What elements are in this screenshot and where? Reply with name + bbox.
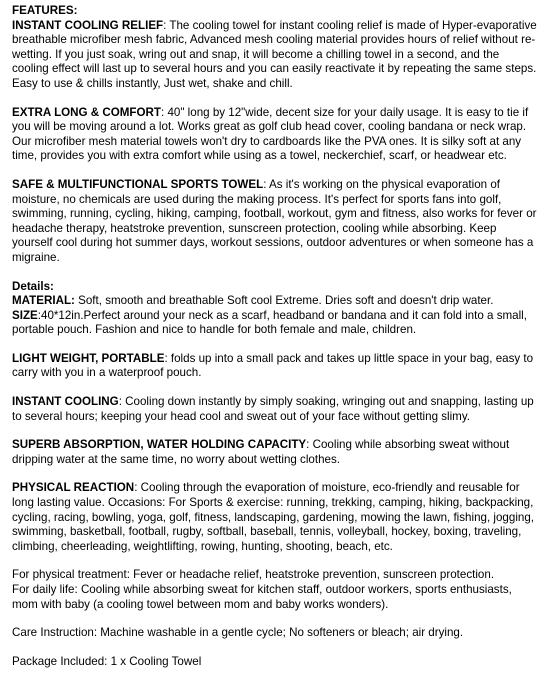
extra-long-comfort-text: : 40" long by 12"wide, decent size for your daily usage. It is easy to tie if you will be moving around a lot. Works great as golf club head cover, cooling bandana or neck wrap. Our microfiber mesh material towels won't dry to cardboards like the PVA ones. It is silky soft at any time, provides you with extra comfort while using as a towel, neckerchief, scarf, or headwear etc. (12, 105, 529, 163)
superb-absorption-text: : Cooling while absorbing sweat without dripping water at the same time, no worry about wetting clothes. (12, 438, 510, 466)
details-heading: Details: (12, 279, 54, 293)
light-weight-text: : folds up into a small pack and takes up little space in your bag, easy to carry with you in a waterproof pouch. (12, 351, 534, 380)
instant-cooling-relief-paragraph (12, 19, 539, 92)
superb-absorption-title: SUPERB ABSORPTION, WATER HOLDING CAPACITY (12, 438, 307, 452)
instant-cooling-title: INSTANT COOLING (12, 395, 119, 409)
instant-cooling-paragraph (12, 395, 539, 424)
extra-long-comfort-paragraph (12, 106, 539, 164)
care-instruction: Care Instruction: Machine washable in a gentle cycle; No softeners or bleach; air drying. (12, 626, 464, 640)
physical-reaction-paragraph (12, 481, 539, 554)
superb-absorption-paragraph (12, 438, 539, 467)
size-paragraph (12, 309, 539, 338)
extra-long-comfort-title: EXTRA LONG & COMFORT (12, 105, 161, 119)
material-text: Soft, smooth and breathable Soft cool Extreme. Dries soft and doesn't drip water. (74, 294, 494, 308)
instant-cooling-text: : Cooling down instantly by simply soaking, wringing out and snapping, lasting up to several hours; keeping your head cool and sweat out of your face without getting slimy. (12, 395, 534, 423)
safe-multifunctional-text: : As it's working on the physical evaporation of moisture, no chemicals are used during the making process. It's perfect for sports fans into golf, swimming, running, cycling, hiking, camping, football, workout, gym and fitness, also works for fever or headache therapy, heatstroke prevention, sunscreen protection, cooling while absorbing. Keep yourself cool during hot summer days, workout sessions, outdoor adventures or when someone has a migraine. (12, 177, 537, 264)
size-title: SIZE (12, 308, 38, 322)
instant-cooling-relief-title: INSTANT COOLING RELIEF (12, 18, 164, 32)
physical-reaction-text: : Cooling through the evaporation of moisture, eco-friendly and reusable for long lasting value. Occasions: For Sports & exercise: running, trekking, camping, hiking, backpacking, cycling, racing, bowling, yoga, golf, fitness, landscaping, gardening, mowing the lawn, fishing, jogging, swimming, basketball, football, rugby, softball, baseball, tennis, volleyball, hockey, boxing, traveling, climbing, cheerleading, weightlifting, rowing, hunting, shooting, beach, etc. (12, 481, 535, 553)
material-paragraph (12, 294, 539, 309)
light-weight-paragraph (12, 352, 539, 381)
size-text: :40*12in.Perfect around your neck as a scarf, headband or bandana and it can fold into a small, portable pouch. Fashion and nice to handle for both female and male, children. (12, 308, 527, 337)
physical-treatment-line: For physical treatment: Fever or headache relief, heatstroke prevention, sunscreen protection. (12, 568, 495, 582)
safe-multifunctional-title: SAFE & MULTIFUNCTIONAL SPORTS TOWEL (12, 177, 264, 191)
light-weight-title: LIGHT WEIGHT, PORTABLE (12, 351, 165, 365)
features-heading: FEATURES: (12, 4, 78, 17)
safe-multifunctional-paragraph (12, 178, 539, 266)
material-title: MATERIAL: (12, 294, 75, 308)
instant-cooling-relief-text: : The cooling towel for instant cooling relief is made of Hyper-evaporative breathable microfiber mesh fabric, Advanced mesh cooling material provides hours of relief without re-wetting. If you just soak, wring out and snap, it will become a chilling towel in a second, and the cooling effect will last up to several hours and you can easily reactivate it by repeating the same steps. Easy to use & chills instantly, Just wet, shake and chill. (12, 18, 537, 90)
package-included: Package Included: 1 x Cooling Towel (12, 654, 202, 668)
physical-reaction-title: PHYSICAL REACTION (12, 481, 135, 495)
daily-life-line: For daily life: Cooling while absorbing sweat for kitchen staff, outdoor workers, sports enthusiasts, mom with baby (a cooling towel between mom and baby works wonders). (12, 583, 512, 611)
